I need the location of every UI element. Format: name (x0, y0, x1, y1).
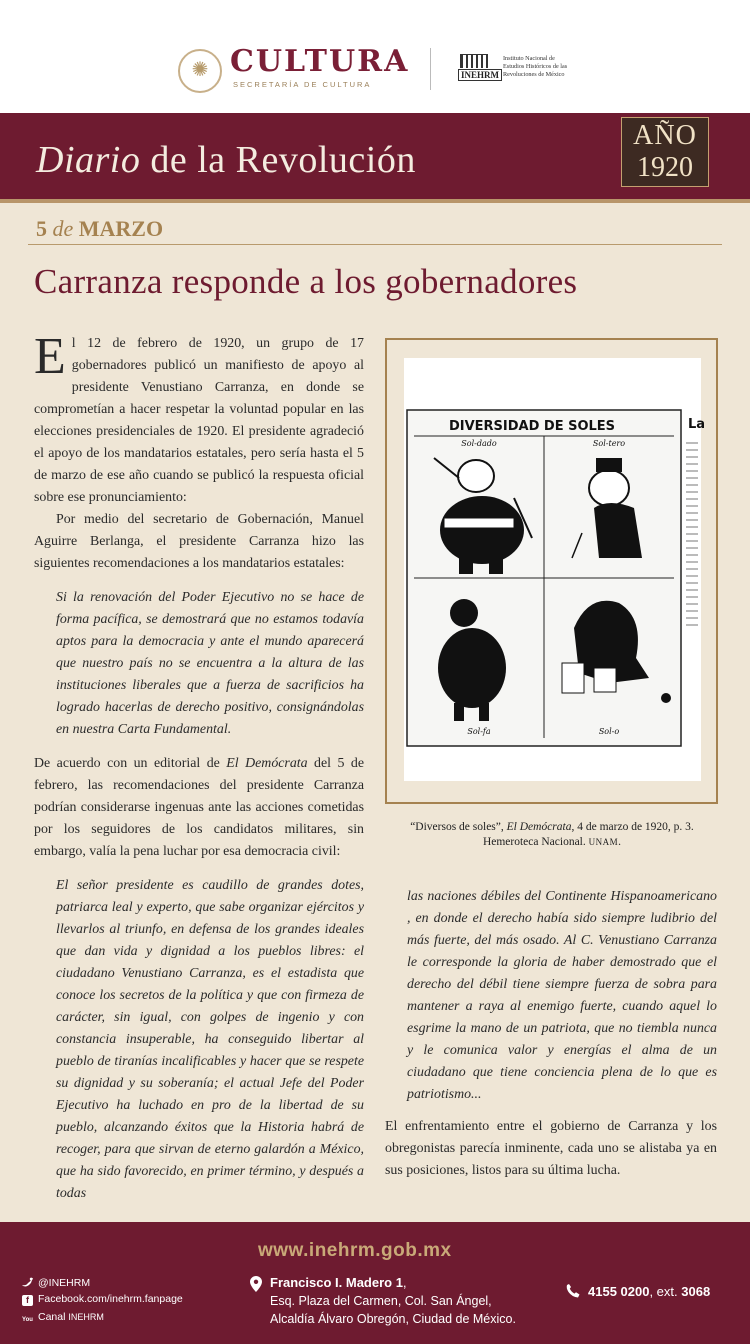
article-body-right (385, 886, 717, 1182)
inehrm-logo: INEHRM (458, 69, 502, 81)
paragraph-3: De acuerdo con un editorial de El Demócrata del 5 de febrero, las recomendaciones del presidente Carranza podrían considerarse ingenuas ante las acciones cometidas por los seguidores de los candidatos militares, sin embargo, valía la pena luchar por esa democracia civil: (34, 756, 365, 859)
quote-2-part-1: El señor presidente es caudillo de grandes dotes, patriarca leal y experto, que sabe organizar ejércitos y llevarlos al triunfo, en defensa de los grandes ideales que dan vida y dignidad a los pueblos libres: el ciudadano Venustiano Carranza, es el estadista que conoce los secretos de la política y que con firmeza de carácter, sin igual, con golpes de ingenio y con constancia insuperable, ha conseguido libertar al pueblo de tiranías incalificables y hacer que se respete su dignidad y su soberanía; el actual Jefe del Poder Ejecutivo ha luchado en pro de la libertad de su pueblo, alcanzando éxitos que la Historia habrá de recoger, para que sirvan de eterno galardón a México, que ha sido favorecido, en primer término, y después a todas (56, 878, 364, 1201)
figure-caption: “Diversos de soles”, El Demócrata, 4 de marzo de 1920, p. 3. Hemeroteca Nacional. UNAM. (410, 821, 694, 848)
year-label: AÑO (633, 120, 697, 151)
building-icon (460, 54, 488, 68)
quote-1: Si la renovación del Poder Ejecutivo no se hace de forma pacífica, se demostrará que no estamos todavía aptos para la democracia y ante el mundo aparecerá que nuestro país no se encuentra a la altura de las instituciones liberales que a fuerza de sacrificios ha logrado hacerlas de derecho positivo, consignándolas en nuestra Carta Fundamental. (56, 590, 364, 737)
header-divider (430, 48, 431, 90)
org-subtitle: SECRETARÍA DE CULTURA (233, 80, 372, 89)
mexico-seal-icon: ✺ (178, 49, 222, 93)
website-link[interactable]: www.inehrm.gob.mx (258, 1240, 452, 1261)
phone-icon (566, 1284, 580, 1298)
panel-2-label: Sol-tero (592, 439, 626, 448)
panel-4-label: Sol-o (598, 727, 620, 736)
youtube-link[interactable]: You Canal INEHRM (22, 1311, 104, 1328)
year-badge (621, 117, 709, 187)
drop-cap: E (34, 328, 66, 385)
year-value: 1920 (637, 152, 693, 183)
paragraph-4: El enfrentamiento entre el gobierno de Carranza y los obregonistas parecía inminente, cada uno se alistaba ya en sus posiciones, listos para su última lucha. (385, 1119, 717, 1178)
cartoon-corner-text: La (688, 417, 706, 432)
org-name: CULTURA (230, 44, 410, 79)
facebook-link[interactable]: f Facebook.com/inehrm.fanpage (22, 1293, 183, 1306)
facebook-icon: f (22, 1295, 33, 1306)
paragraph-1: El 12 de febrero de 1920, un grupo de 17 gobernadores publicó un manifiesto de apoyo al presidente Venustiano Carranza, en donde se comprometían a hacer respetar la voluntad popular en las elecciones presidenciales de 1920. El presidente agradeció el apoyo de los mandatarios estatales, pero sería hasta el 5 de marzo de ese año cuando se publicó la respuesta oficial sobre ese pronunciamiento: (34, 328, 364, 505)
cartoon-drawing (404, 358, 706, 781)
publication-title: Diario de la Revolución (36, 139, 416, 181)
inehrm-full-name: Instituto Nacional de Estudios Históricos de las Revoluciones de México (503, 55, 568, 78)
paragraph-2: Por medio del secretario de Gobernación, Manuel Aguirre Berlanga, el presidente Carranza hizo las siguientes recomendaciones a los mandatarios estatales: (34, 512, 364, 571)
location-pin-icon (250, 1276, 262, 1292)
panel-3-label: Sol-fa (467, 727, 491, 736)
youtube-icon: You (22, 1317, 33, 1323)
phone-number[interactable]: 4155 0200, ext. 3068 (588, 1284, 711, 1299)
article-body-left (34, 328, 365, 1205)
cartoon-image (404, 358, 706, 781)
twitter-icon (22, 1277, 33, 1288)
date-rule (28, 244, 722, 245)
panel-1-label: Sol-dado (461, 439, 497, 448)
quote-2-part-2: las naciones débiles del Continente Hispanoamericano , en donde el derecho había sido siempre ludibrio del más fuerte, del más osado. Al C. Venustiano Carranza le corresponde la gloria de haber demostrado que el derecho del débil tiene siempre fuerza de sobra para mantener a raya al enemigo fuerte, cuando aquel lo esgrime la mano de un patriota, que no tiembla nunca y le comunica valor y energías el alma de un ciudadano que tiene conciencia plena de lo que es patriotismo... (407, 889, 717, 1102)
address: Francisco I. Madero 1, Esq. Plaza del Carmen, Col. San Ángel, Alcaldía Álvaro Obregón, Ciudad de México. (270, 1275, 516, 1326)
article-title: Carranza responde a los gobernadores (34, 262, 578, 301)
cartoon-banner-text: DIVERSIDAD DE SOLES (448, 419, 616, 434)
twitter-link[interactable]: @INEHRM (22, 1277, 90, 1289)
article-date: 5 de MARZO (36, 216, 164, 241)
